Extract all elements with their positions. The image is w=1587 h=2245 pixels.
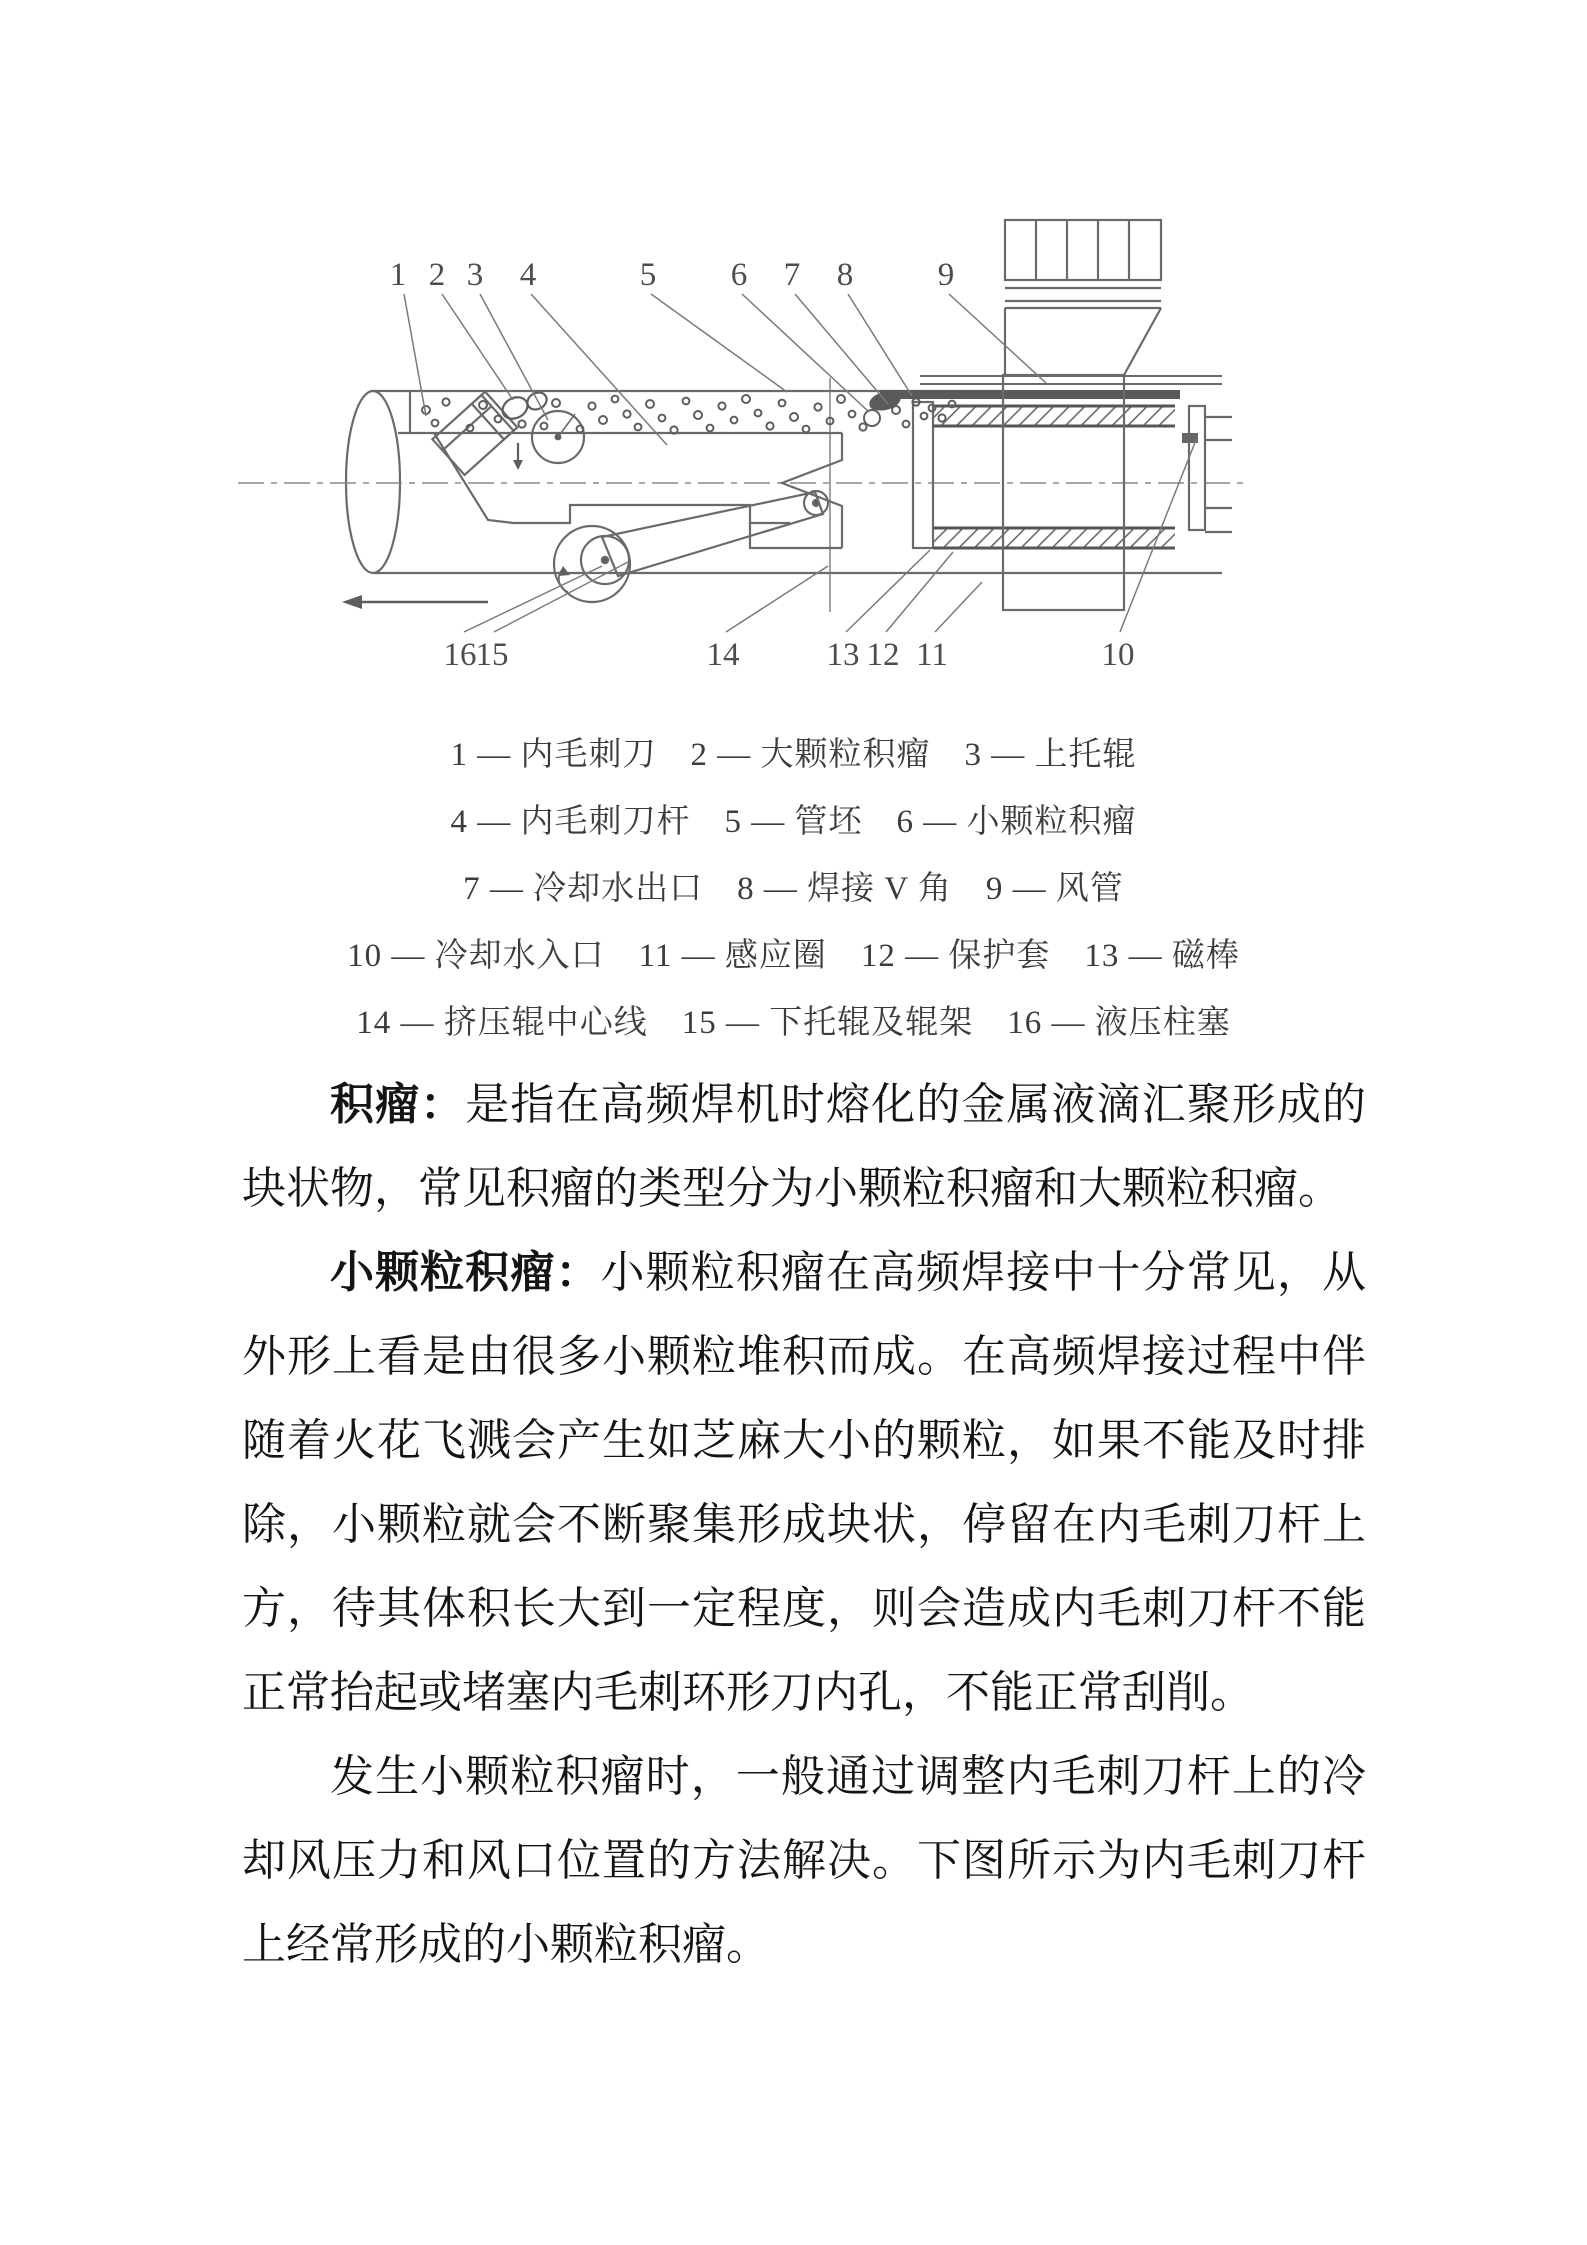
magnetic-rod	[880, 390, 1180, 399]
burr-cutter-bar	[398, 392, 842, 548]
paragraph-text-buildup: 是指在高频焊机时熔化的金属液滴汇聚形成的块状物，常见积瘤的类型分为小颗粒积瘤和大颗粒积瘤。	[242, 1080, 1367, 1213]
figure-label-16: 16	[443, 637, 477, 673]
upper-support-roller	[532, 411, 584, 463]
travel-direction-arrow-icon	[342, 595, 488, 609]
figure-label-14: 14	[706, 637, 740, 673]
figure-label-1: 1	[389, 257, 407, 293]
figure-label-10: 10	[1101, 637, 1135, 673]
cooling-water-inlet	[1182, 406, 1232, 532]
leader-lines	[404, 294, 1196, 632]
hf-welding-diagram	[230, 140, 1260, 700]
paragraph-text-solution: 发生小颗粒积瘤时，一般通过调整内毛刺刀杆上的冷却风压力和风口位置的方法解决。下图所示为内毛刺刀杆上经常形成的小颗粒积瘤。	[242, 1752, 1366, 1969]
figure-label-5: 5	[639, 257, 657, 293]
flow-down-arrow-icon	[513, 443, 523, 470]
legend-line-1: 1 — 内毛刺刀 2 — 大颗粒积瘤 3 — 上托辊	[450, 737, 1137, 773]
figure-label-9: 9	[937, 257, 955, 293]
strip-edges	[920, 376, 1222, 384]
paragraph-solution	[242, 1735, 1366, 1987]
figure-label-7: 7	[783, 257, 801, 293]
protective-sleeve	[913, 402, 933, 548]
figure-label-6: 6	[730, 257, 748, 293]
paragraph-text-small-particle: 小颗粒积瘤在高频焊接中十分常见，从外形上看是由很多小颗粒堆积而成。在高频焊接过程中伴随着火花飞溅会产生如芝麻大小的颗粒，如果不能及时排除，小颗粒就会不断聚集形成块状，停留在内毛刺刀杆上方，待其体积长大到一定程度，则会造成内毛刺刀杆不能正常抬起或堵塞内毛刺环形刀内孔，不能正常刮削。	[242, 1248, 1366, 1717]
figure-label-13: 13	[826, 637, 860, 673]
figure-label-2: 2	[428, 257, 446, 293]
legend-line-5: 14 — 挤压辊中心线 15 — 下托辊及辊架 16 — 液压柱塞	[356, 1005, 1231, 1041]
legend-line-3: 7 — 冷却水出口 8 — 焊接 V 角 9 — 风管	[463, 871, 1124, 907]
figure-label-12: 12	[866, 637, 900, 673]
figure-legend	[0, 722, 1587, 1057]
figure-label-4: 4	[519, 257, 537, 293]
body-text	[242, 1063, 1366, 1987]
figure-label-8: 8	[836, 257, 854, 293]
induction-coil	[933, 406, 1175, 548]
paragraph-lead-buildup: 积瘤：	[330, 1080, 466, 1129]
paragraph-lead-small-particle: 小颗粒积瘤：	[330, 1248, 601, 1297]
air-duct	[1005, 220, 1161, 375]
legend-line-2: 4 — 内毛刺刀杆 5 — 管坯 6 — 小颗粒积瘤	[450, 804, 1137, 840]
legend-line-4: 10 — 冷却水入口 11 — 感应圈 12 — 保护套 13 — 磁棒	[347, 938, 1240, 974]
lower-roller-frame	[554, 491, 828, 602]
hf-welding-diagram-svg	[230, 140, 1260, 700]
paragraph-small-particle-buildup	[242, 1231, 1366, 1735]
figure-label-3: 3	[466, 257, 484, 293]
figure-label-11: 11	[916, 637, 948, 673]
paragraph-buildup-definition	[242, 1063, 1366, 1231]
figure-label-15: 15	[475, 637, 509, 673]
